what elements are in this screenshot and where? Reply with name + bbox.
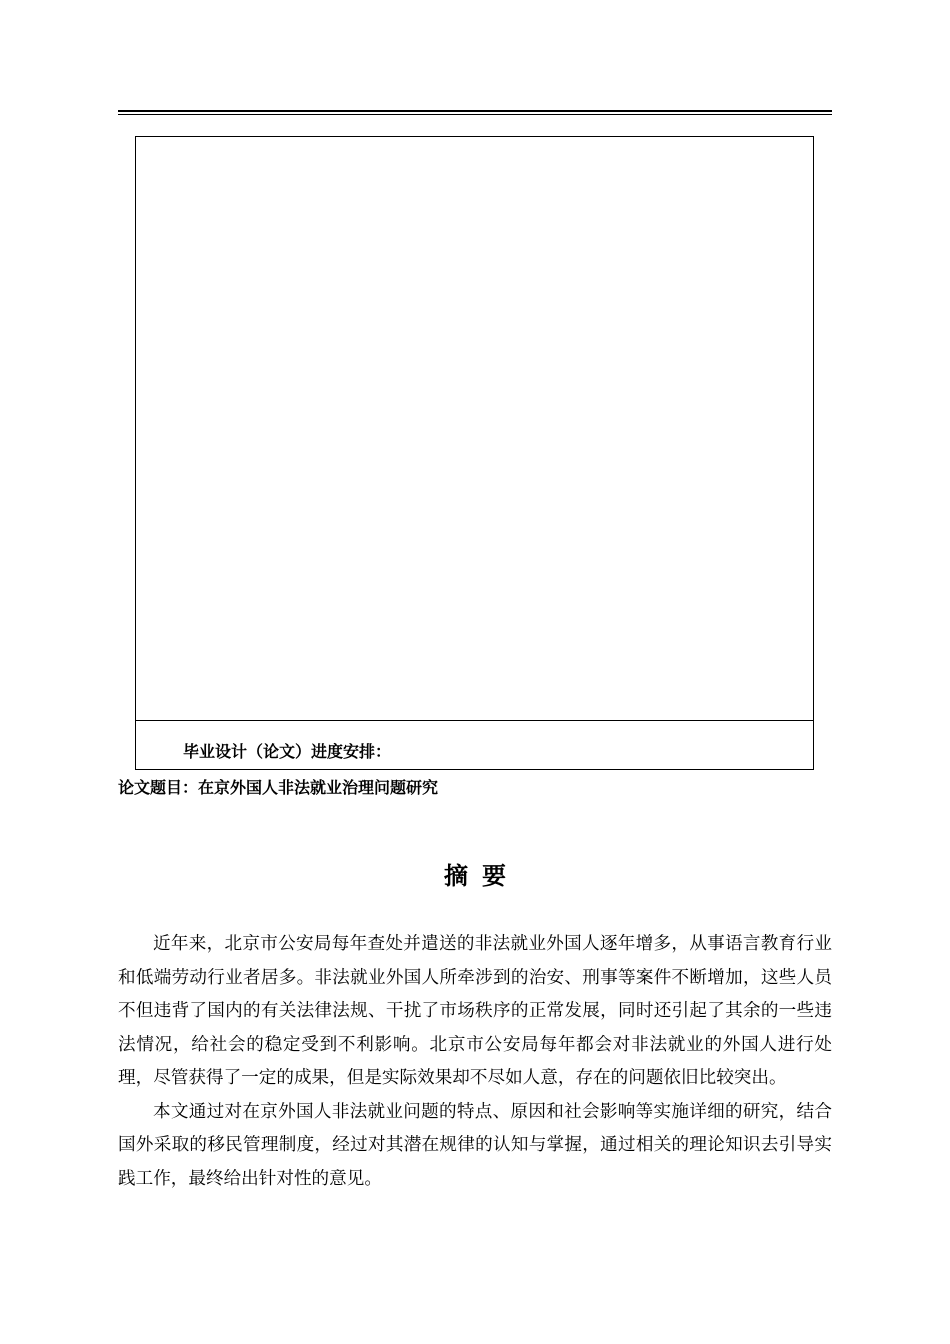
form-table (135, 136, 814, 770)
thesis-title: 论文题目：在京外国人非法就业治理问题研究 (118, 778, 439, 797)
form-row-divider (136, 720, 813, 721)
header-rule-thin (118, 114, 832, 115)
abstract-paragraph: 本文通过对在京外国人非法就业问题的特点、原因和社会影响等实施详细的研究，结合国外采取的移民管理制度，经过对其潜在规律的认知与掌握，通过相关的理论知识去引导实践工作，最终给出针对性的意见。 (118, 1101, 832, 1189)
progress-schedule-label: 毕业设计（论文）进度安排： (183, 742, 392, 761)
header-rule-thick (118, 110, 832, 112)
abstract-body (118, 928, 832, 1196)
abstract-heading: 摘要 (444, 862, 520, 890)
abstract-paragraph: 近年来，北京市公安局每年查处并遣送的非法就业外国人逐年增多，从事语言教育行业和低端劳动行业者居多。非法就业外国人所牵涉到的治安、刑事等案件不断增加，这些人员不但违背了国内的有关法律法规、干扰了市场秩序的正常发展，同时还引起了其余的一些违法情况，给社会的稳定受到不利影响。北京市公安局每年都会对非法就业的外国人进行处理，尽管获得了一定的成果，但是实际效果却不尽如人意，存在的问题依旧比较突出。 (118, 934, 832, 1088)
